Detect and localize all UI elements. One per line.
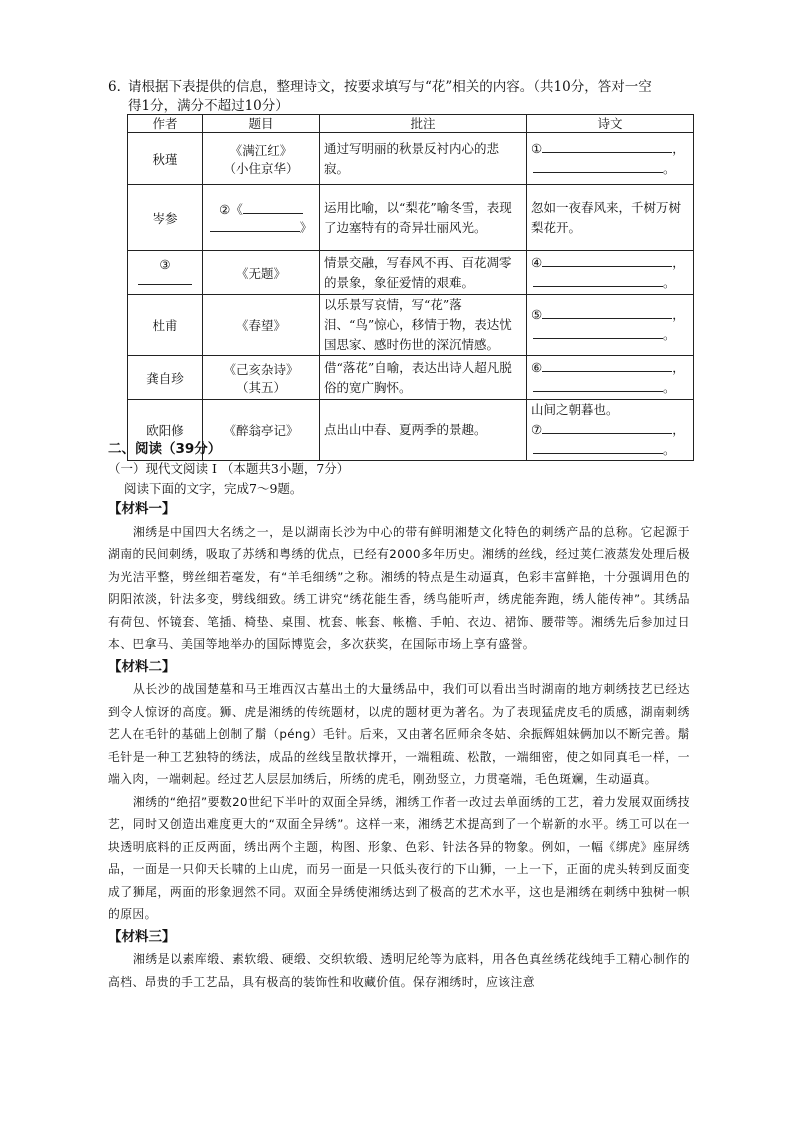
note-cell: 通过写明丽的秋景反衬内心的悲寂。 [320, 133, 527, 185]
header-note: 批注 [320, 115, 527, 133]
title-cell: 《醉翁亭记》 [203, 400, 320, 461]
blank-number: ① [531, 140, 543, 156]
table-row [128, 133, 694, 185]
title-line: 《满江红》 [229, 142, 293, 158]
instruction: 阅读下面的文字，完成7～9题。 [124, 481, 303, 496]
answer-blank[interactable] [533, 160, 663, 173]
answer-blank[interactable] [542, 306, 672, 319]
section-title: 二、阅读（39分） [108, 441, 222, 457]
answer-blank[interactable] [210, 219, 300, 232]
table-row [128, 185, 694, 251]
blank-number: ⑥ [531, 359, 543, 375]
poem-cell: ⑤ ， 。 [527, 295, 694, 356]
subsection-title: （一）现代文阅读 I （本题共3小题，7分） [108, 461, 350, 476]
poem-cell: 忽如一夜春风来，千树万树梨花开。 [527, 185, 694, 251]
table-row [128, 295, 694, 356]
blank-number: ④ [531, 254, 543, 270]
answer-blank[interactable] [243, 201, 303, 214]
material-2-label: 【材料二】 [108, 658, 176, 675]
poem-cell: ⑥ ， 。 [527, 356, 694, 400]
material-3-label: 【材料三】 [108, 928, 176, 945]
title-cell: 《春望》 [203, 295, 320, 356]
blank-number: ⑤ [531, 307, 543, 322]
question-text-line1: 请根据下表提供的信息，整理诗文，按要求填写与“花”相关的内容。（共10分，答对一空 [128, 79, 652, 95]
answer-blank[interactable] [542, 140, 672, 153]
author-cell: 欧阳修 [128, 400, 203, 461]
title-line: （小住京华） [223, 160, 299, 176]
material-1-label: 【材料一】 [108, 501, 176, 517]
author-cell: 杜甫 [128, 295, 203, 356]
poem-line: 山间之朝暮也。 [531, 402, 619, 417]
title-cell [203, 133, 320, 185]
header-title: 题目 [203, 115, 320, 133]
answer-blank[interactable] [533, 274, 663, 287]
poem-cell: ④ ， 。 [527, 251, 694, 295]
table-row [128, 356, 694, 400]
material-2-paragraph: 湘绣的“绝招”要数20世纪下半叶的双面全异绣，湘绣工作者一改过去单面绣的工艺，着力发展双面绣技艺，同时又创造出难度更大的“双面全异绣”。这样一来，湘绣艺术提高到了一个崭新的水平。绣工可以在一块透明底料的正反两面，绣出两个主题，构图、形象、色彩、针法各异的物象。例如，一幅《绑虎》座屏绣品，一面是一只仰天长啸的上山虎，而另一面是一只低头夜行的下山狮，一上一下，正面的虎头转到反面变成了狮尾，两面的形象迥然不同。双面全异绣使湘绣达到了极高的艺术水平，这也是湘绣在刺绣中独树一帜的原因。 [108, 794, 690, 921]
note-cell: 以乐景写哀情，写“花”落泪、“鸟”惊心，移情于物，表达忧国思家、感时伤世的深沉情感。 [320, 295, 527, 356]
question-number: 6． [108, 79, 131, 95]
note-cell: 运用比喻，以“梨花”喻冬雪，表现了边塞特有的奇异壮丽风光。 [320, 185, 527, 251]
note-cell: 借“落花”自喻，表达出诗人超凡脱俗的宽广胸怀。 [320, 356, 527, 400]
poem-cell: 山间之朝暮也。 ⑦ ， 。 [527, 400, 694, 461]
title-line: 《己亥杂诗》 [223, 361, 299, 377]
reading-materials [108, 498, 690, 993]
title-line: （其五） [235, 379, 286, 395]
note-cell: 情景交融，写春风不再、百花凋零的景象，象征爱情的艰难。 [320, 251, 527, 295]
answer-blank[interactable] [138, 272, 192, 285]
answer-blank[interactable] [542, 359, 672, 372]
header-author: 作者 [128, 115, 203, 133]
poem-table [127, 114, 694, 461]
poem-cell: ① ， 。 [527, 133, 694, 185]
blank-number: ③ [159, 257, 171, 272]
author-cell: 秋瑾 [128, 133, 203, 185]
header-poem: 诗文 [527, 115, 694, 133]
answer-blank[interactable] [542, 254, 672, 267]
author-cell: 岑参 [128, 185, 203, 251]
author-cell: 龚自珍 [128, 356, 203, 400]
material-1-paragraph: 湘绣是中国四大名绣之一，是以湖南长沙为中心的带有鲜明湘楚文化特色的刺绣产品的总称。它起源于湖南的民间刺绣，吸取了苏绣和粤绣的优点，已经有2000多年历史。湘绣的丝线，经过荚仁液蒸发处理后极为光洁平整，劈丝细若毫发，有“羊毛细绣”之称。湘绣的特点是生动逼真，色彩丰富鲜艳，十分强调用色的阴阳浓淡，针法多变，劈线细致。绣工讲究“绣花能生香，绣鸟能听声，绣虎能奔跑，绣人能传神”。其绣品有荷包、怀镜套、笔插、椅垫、桌围、枕套、帐套、帐檐、手帕、衣边、裙饰、腰带等。湘绣先后参加过日本、巴拿马、美国等地举办的国际博览会，多次获奖，在国际市场上享有盛誉。 [108, 524, 690, 651]
title-bracket: 》 [299, 219, 313, 235]
material-2-paragraph: 从长沙的战国楚墓和马王堆西汉古墓出土的大量绣品中，我们可以看出当时湖南的地方刺绣技艺已经达到令人惊讶的高度。狮、虎是湘绣的传统题材，以虎的题材更为著名。为了表现猛虎皮毛的质感，湖南刺绣艺人在毛针的基础上创制了鬅（péng）毛针。后来，又由著名匠师余冬姑、余振辉姐妹俩加以不断完善。鬅毛针是一种工艺独特的绣法，成品的丝线呈散状撑开，一端粗疏、松散，一端细密，使之如同真毛一样，一端入肉，一端刺起。经过艺人层层加绣后，所绣的虎毛，刚劲竖立，力贯毫端，毛色斑斓，生动逼真。 [108, 682, 690, 786]
material-3-paragraph: 湘绣是以素库缎、素软缎、硬缎、交织软缎、透明尼纶等为底料，用各色真丝绣花线纯手工精心制作的高档、昂贵的手工艺品，具有极高的装饰性和收藏价值。保存湘绣时，应该注意 [108, 952, 690, 989]
question-text-line2: 得1分，满分不超过10分） [128, 98, 289, 114]
table-header-row [128, 115, 694, 133]
answer-blank[interactable] [533, 379, 663, 392]
author-cell [128, 251, 203, 295]
title-cell [203, 356, 320, 400]
answer-blank[interactable] [542, 421, 672, 434]
title-cell: 《无题》 [203, 251, 320, 295]
title-cell [203, 185, 320, 251]
answer-blank[interactable] [533, 326, 663, 339]
blank-number: ②《 [219, 201, 243, 217]
blank-number: ⑦ [531, 422, 543, 437]
note-cell: 点出山中春、夏两季的景趣。 [320, 400, 527, 461]
table-row [128, 251, 694, 295]
